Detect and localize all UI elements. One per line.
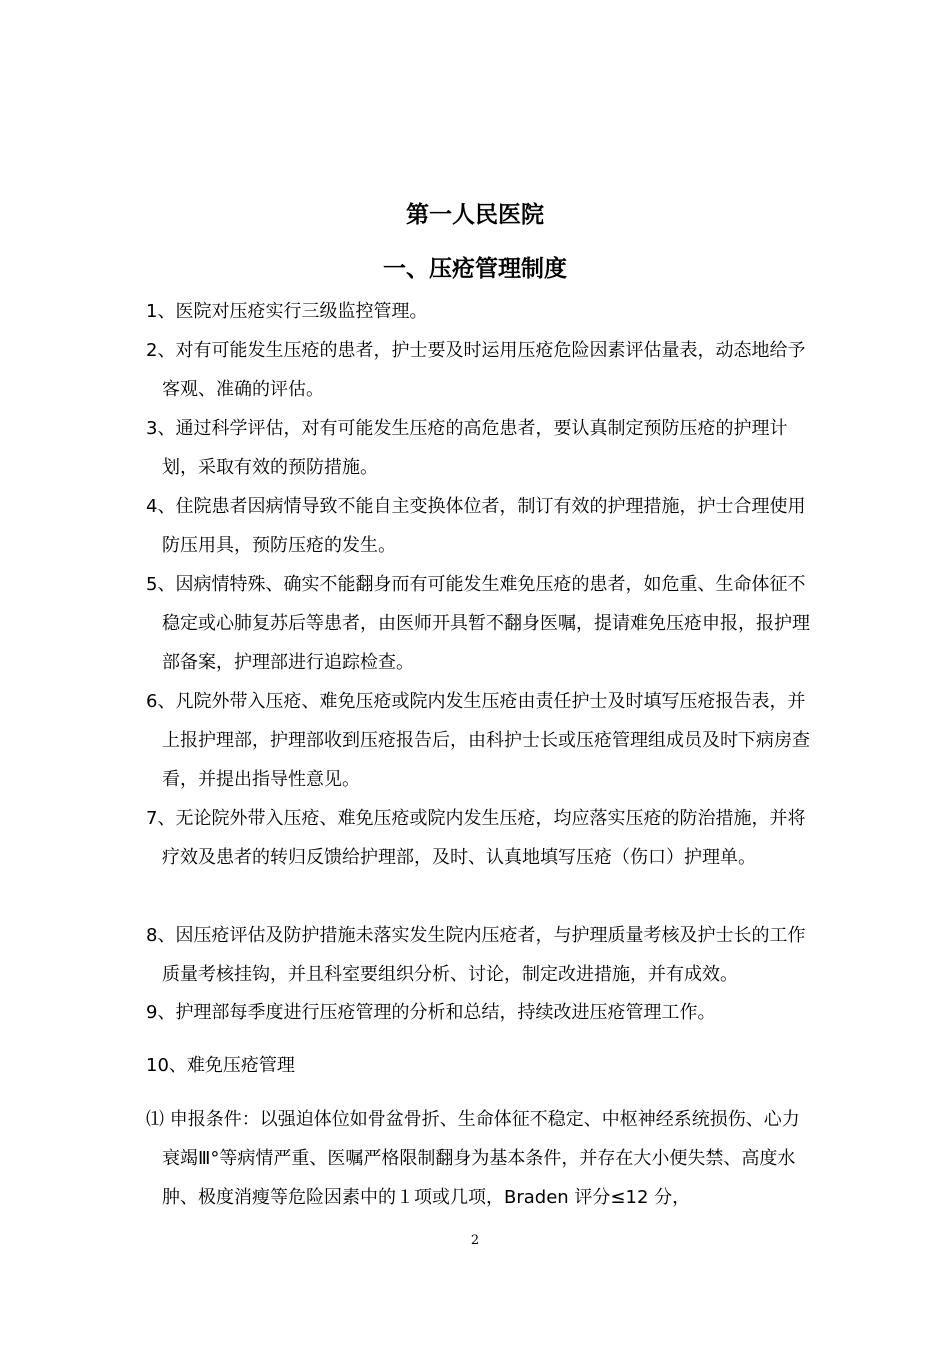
list-item-2: 2、对有可能发生压疮的患者，护士要及时运用压疮危险因素评估量表，动态地给予客观、准确的评估。 [146, 340, 806, 400]
list-item-5: 5、因病情特殊、确实不能翻身而有可能发生难免压疮的患者，如危重、生命体征不稳定或心肺复苏后等患者，由医师开具暂不翻身医嘱，提请难免压疮申报，报护理部备案，护理部进行追踪检查。 [146, 574, 810, 673]
sub-item-1: ⑴ 申报条件：以强迫体位如骨盆骨折、生命体征不稳定、中枢神经系统损伤、心力衰竭Ⅲ°等病情严重、医嘱严格限制翻身为基本条件，并存在大小便失禁、高度水肿、极度消瘦等危险因素中的１项或几项，Braden 评分≤12 分， [146, 1109, 800, 1208]
hospital-name: 第一人民医院 [406, 202, 544, 228]
section-title: 一、压疮管理制度 [383, 256, 567, 282]
list-item-4: 4、住院患者因病情导致不能自主变换体位者，制订有效的护理措施，护士合理使用防压用具，预防压疮的发生。 [146, 496, 806, 556]
list-item-6: 6、凡院外带入压疮、难免压疮或院内发生压疮由责任护士及时填写压疮报告表，并上报护理部，护理部收到压疮报告后，由科护士长或压疮管理组成员及时下病房查看，并提出指导性意见。 [146, 691, 810, 790]
list-item-10: 10、难免压疮管理 [146, 1055, 295, 1076]
list-item-9: 9、护理部每季度进行压疮管理的分析和总结，持续改进压疮管理工作。 [146, 1002, 716, 1023]
list-item-1: 1、医院对压疮实行三级监控管理。 [146, 301, 428, 322]
list-item-3: 3、通过科学评估，对有可能发生压疮的高危患者，要认真制定预防压疮的护理计划，采取有效的预防措施。 [146, 418, 788, 478]
list-item-7: 7、无论院外带入压疮、难免压疮或院内发生压疮，均应落实压疮的防治措施，并将疗效及患者的转归反馈给护理部，及时、认真地填写压疮（伤口）护理单。 [146, 808, 806, 868]
page-number: 2 [470, 1233, 480, 1248]
list-item-8: 8、因压疮评估及防护措施未落实发生院内压疮者，与护理质量考核及护士长的工作质量考核挂钩，并且科室要组织分析、讨论，制定改进措施，并有成效。 [146, 925, 806, 985]
